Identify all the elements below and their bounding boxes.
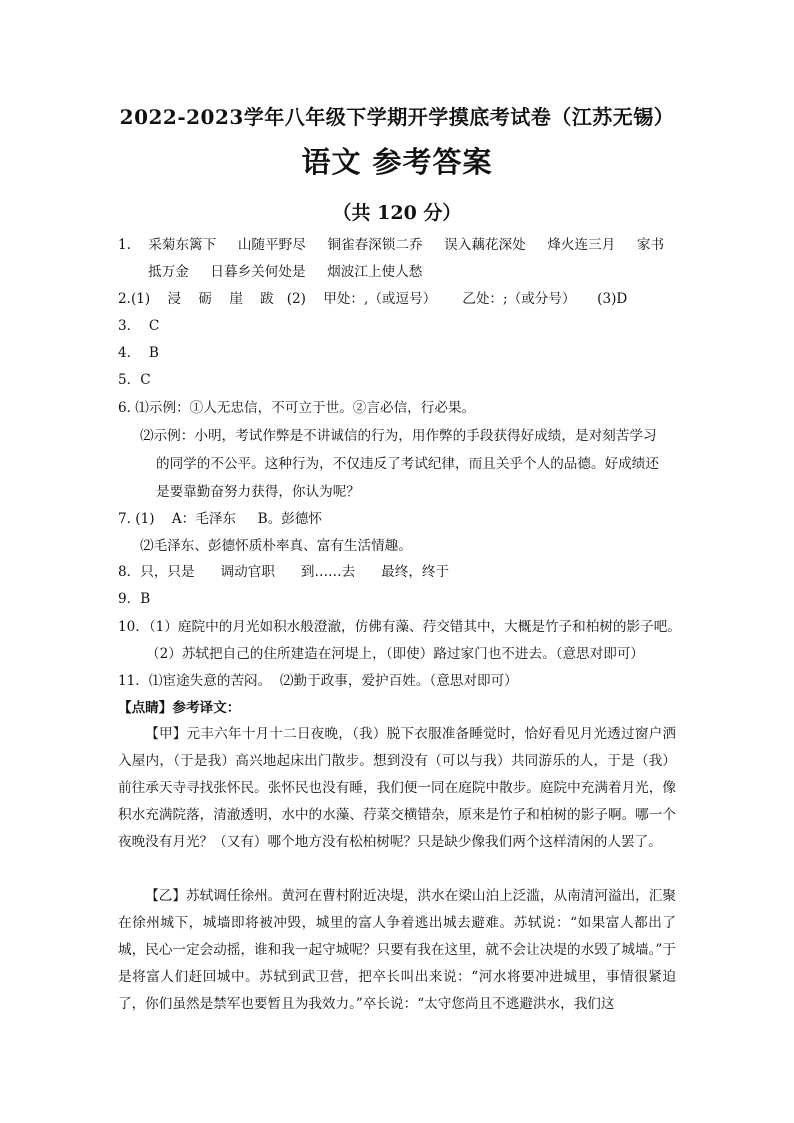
exam-subtitle: 语文 参考答案 <box>301 145 493 179</box>
answer-q7-part2: ⑵毛泽东、彭德怀质朴率真、富有生活情趣。 <box>140 538 412 554</box>
answer-q6-part2-line1: ⑵示例：小明，考试作弊是不讲诚信的行为，用作弊的手段获得好成绩，是对刻苦学习 <box>140 428 657 444</box>
answer-q10-part1: 10．（1）庭院中的月光如积水般澄澈，仿佛有藻、荇交错其中，大概是竹子和柏树的影子吧。 <box>118 619 681 635</box>
answer-q6-part2-line3: 是要靠勤奋努力获得，你认为呢？ <box>156 484 360 500</box>
total-score: （共 120 分） <box>332 202 462 224</box>
answer-q6-part1: 6. ⑴示例：①人无忠信，不可立于世。②言必信，行必果。 <box>118 400 476 416</box>
translation-paragraph-jia: 【甲】元丰六年十月十二日夜晚，（我）脱下衣服准备睡觉时，恰好看见月光透过窗户洒入屋内，（于是我）高兴地起床出门散步。想到没有（可以与我）共同游乐的人，于是（我）前往承天寺寻找张怀民。张怀民也没有睡，我们便一同在庭院中散步。庭院中充满着月光，像积水充满院落，清澈透明，水中的水藻、荇菜交横错杂，原来是竹子和柏树的影子啊。哪一个夜晚没有月光？（又有）哪个地方没有松柏树呢？只是缺少像我们两个这样清闲的人罢了。 <box>118 726 676 850</box>
answer-q6-part2-line2: 的同学的不公平。这种行为，不仅违反了考试纪律，而且关乎个人的品德。好成绩还 <box>156 456 659 472</box>
answer-q3: 3． C <box>118 318 160 334</box>
answer-q4: 4． B <box>118 345 159 361</box>
exam-title: 2022-2023学年八年级下学期开学摸底考试卷（江苏无锡） <box>119 105 675 129</box>
answer-q2: 2.(1) 浸 砺 崖 跋 (2) 甲处：,（或逗号） 乙处：;（或分号） (3)D <box>118 291 628 307</box>
answer-q7-part1: 7. (1) A：毛泽东 B。彭德怀 <box>118 511 322 527</box>
answer-q11: 11．⑴宦途失意的苦闷。 ⑵勤于政事，爱护百姓。（意思对即可） <box>118 673 518 689</box>
answer-q5: 5．C <box>118 372 151 388</box>
commentary-heading: 【点睛】参考译文： <box>118 700 241 716</box>
answer-q9: 9．B <box>118 591 151 607</box>
answer-q10-part2: （2）苏轼把自己的住所建造在河堤上，（即使）路过家门也不进去。（意思对即可） <box>146 646 645 662</box>
answer-q8: 8．只，只是 调动官职 到……去 最终，终于 <box>118 564 450 580</box>
answer-q1-line2: 抵万金 日暮乡关何处是 烟波江上使人愁 <box>148 264 423 280</box>
translation-paragraph-yi: 【乙】苏轼调任徐州。黄河在曹村附近决堤，洪水在梁山泊上泛滥，从南清河溢出，汇聚在徐州城下，城墙即将被冲毁，城里的富人争着逃出城去避难。苏轼说：“如果富人都出了城，民心一定会动摇，谁和我一起守城呢？只要有我在这里，就不会让决堤的水毁了城墙。”于是将富人们赶回城中。苏轼到武卫营，把卒长叫出来说：“河水将要冲进城里，事情很紧迫了，你们虽然是禁军也要暂且为我效力。”卒长说：“太守您尚且不逃避洪水，我们这 <box>118 888 676 1012</box>
answer-q1-line1: 1. 采菊东篱下 山随平野尽 铜雀春深锁二乔 误入藕花深处 烽火连三月 家书 <box>118 237 665 253</box>
